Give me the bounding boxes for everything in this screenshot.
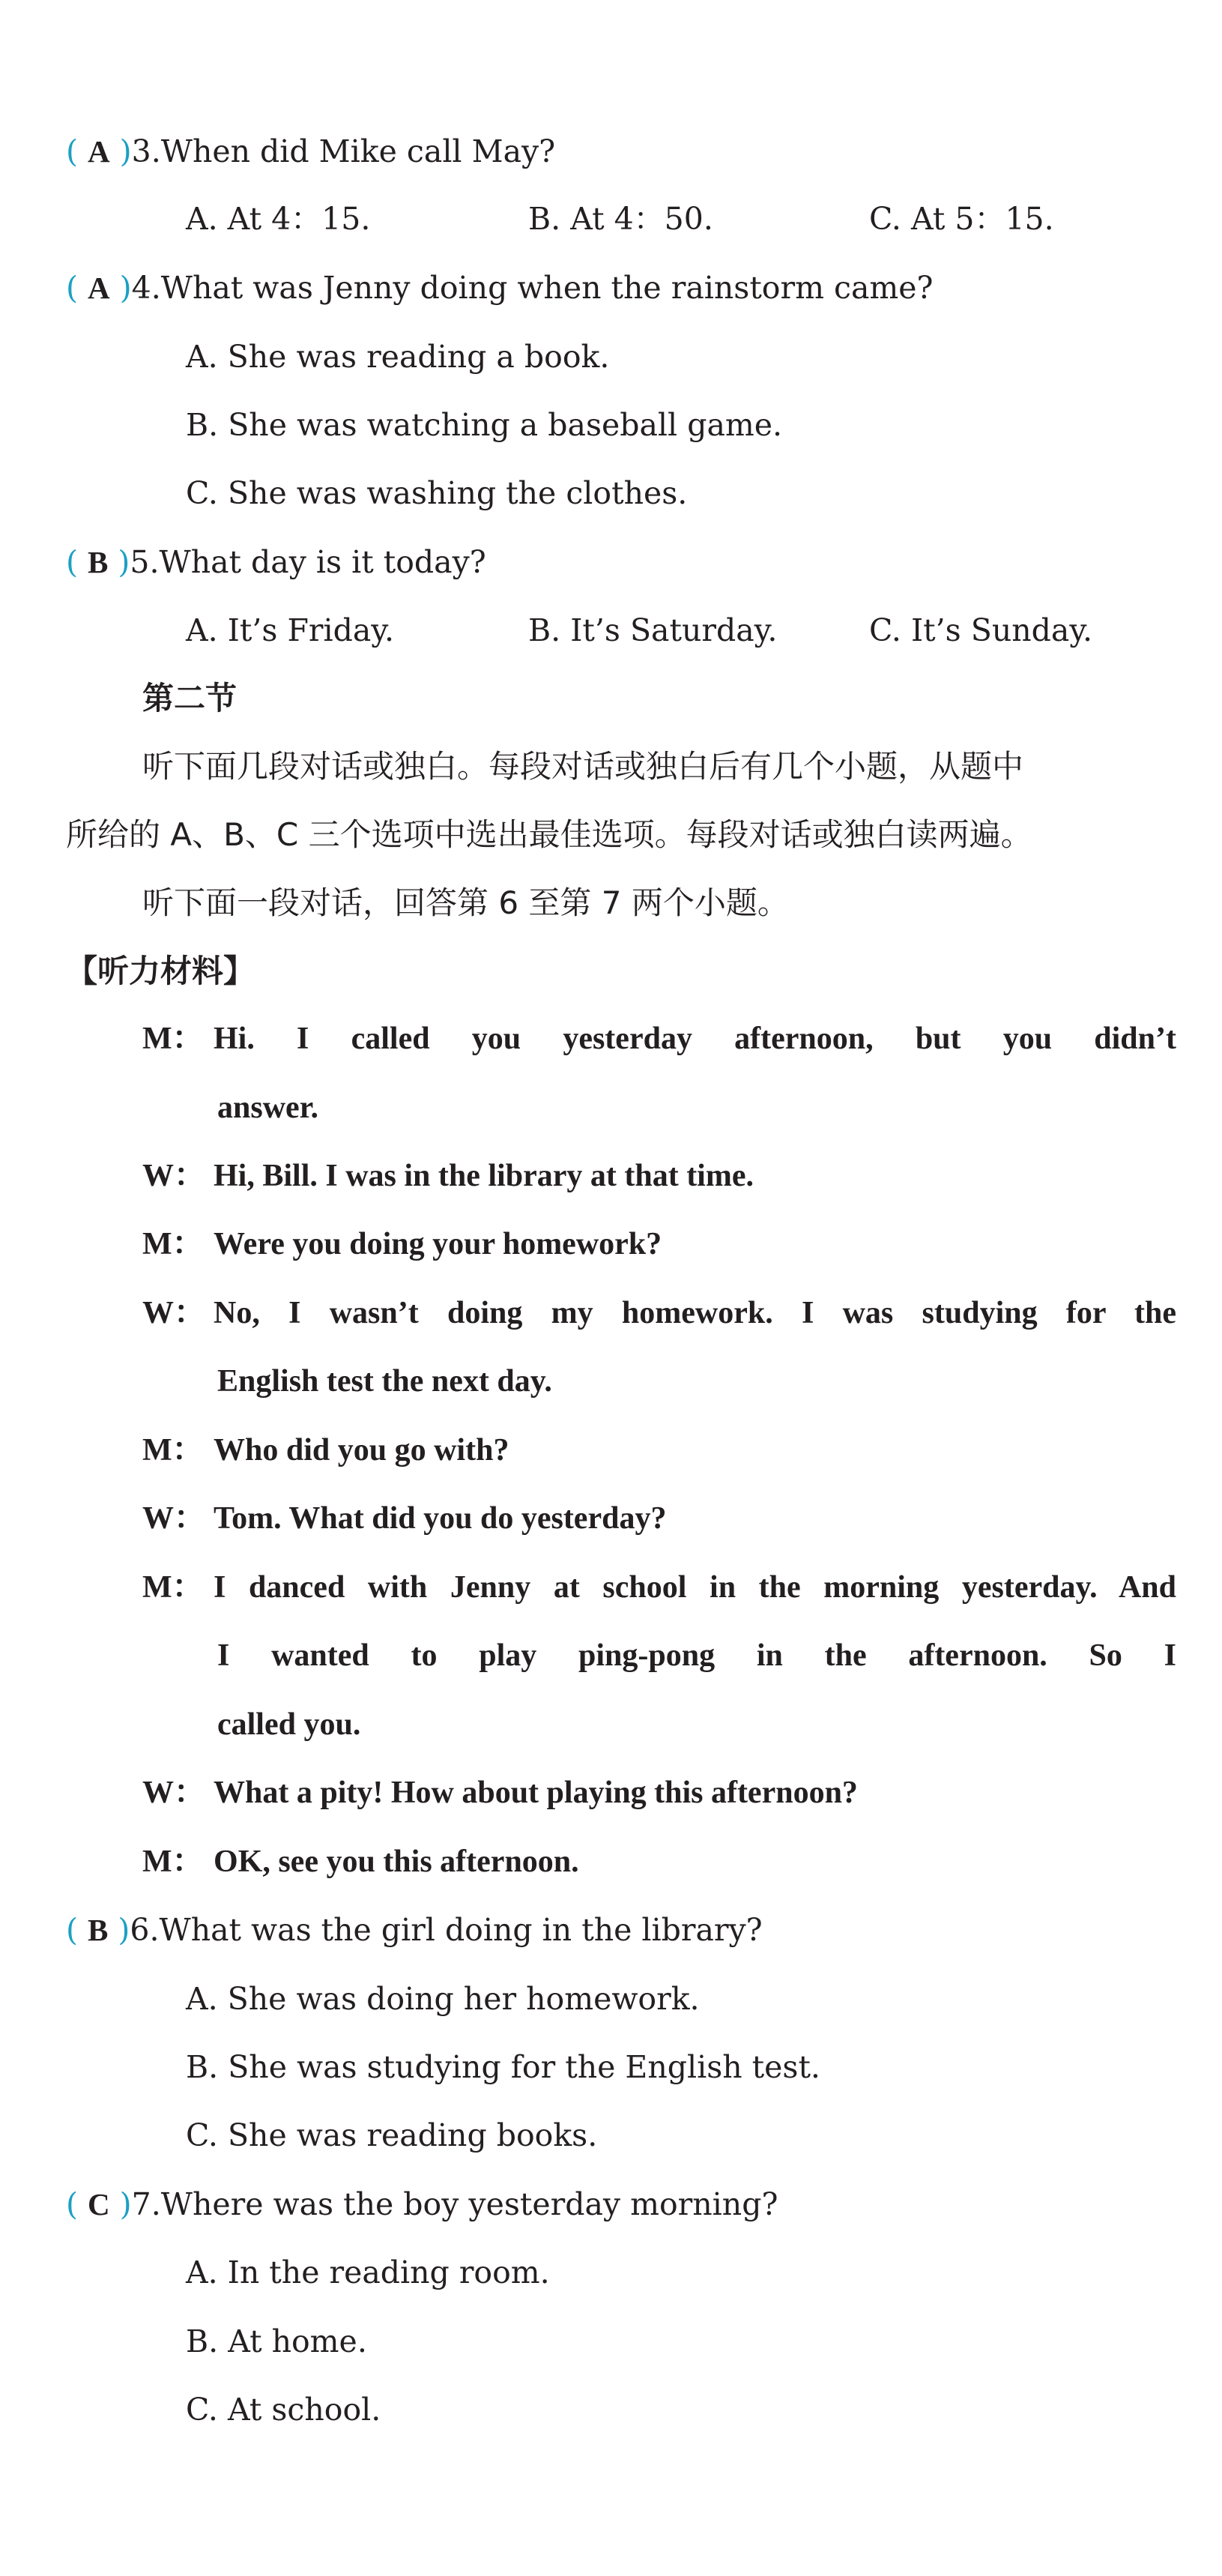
dialogue-line: Hi. I called you yesterday afternoon, but you didn’t xyxy=(214,1022,1176,1056)
dialogue-turn-7-cont xyxy=(0,1636,1222,1705)
dialogue-line: English test the next day. xyxy=(217,1364,552,1399)
dialogue-line: What a pity! How about playing this afternoon? xyxy=(214,1776,858,1810)
dialogue-line: answer. xyxy=(217,1091,318,1125)
answer-letter: A xyxy=(88,134,110,169)
dialogue-turn-7-cont xyxy=(0,1705,1222,1774)
listening-material-label: 【听力材料】 xyxy=(66,953,255,989)
option-c: C. At school. xyxy=(186,2392,381,2428)
dialogue-turn-7 xyxy=(0,1568,1222,1637)
question-6 xyxy=(66,1910,763,1949)
dialogue-turn-1 xyxy=(0,1019,1222,1088)
option-b: B. It’s Saturday. xyxy=(528,612,778,648)
question-number: 3. xyxy=(131,133,161,169)
speaker-label: W： xyxy=(142,1159,206,1193)
speaker-label: M： xyxy=(142,1844,204,1879)
answer-letter: B xyxy=(88,545,109,579)
option-c: C. She was washing the clothes. xyxy=(186,475,688,511)
section-instruction-line1: 听下面几段对话或独白。每段对话或独白后有几个小题，从题中 xyxy=(142,748,1024,785)
dialogue-turn-3 xyxy=(0,1225,1222,1294)
dialogue-line: No, I wasn’t doing my homework. I was studying for the xyxy=(214,1296,1176,1330)
option-c: C. At 5：15. xyxy=(869,201,1054,237)
answer-bracket-open: ( xyxy=(66,544,88,580)
option-a: A. In the reading room. xyxy=(186,2254,550,2290)
section-title: 第二节 xyxy=(142,680,238,717)
speaker-label: M： xyxy=(142,1022,204,1056)
answer-bracket-close: ) xyxy=(108,1912,130,1948)
option-b: B. She was watching a baseball game. xyxy=(186,407,783,443)
answer-bracket-close: ) xyxy=(109,2186,132,2222)
dialogue-line: Hi, Bill. I was in the library at that time. xyxy=(214,1159,754,1193)
answer-letter: B xyxy=(88,1913,109,1947)
dialogue-turn-2 xyxy=(0,1156,1222,1225)
answer-letter: C xyxy=(88,2187,110,2221)
dialogue-turn-5 xyxy=(0,1431,1222,1500)
question-7 xyxy=(66,2185,778,2224)
question-text: What day is it today? xyxy=(159,544,486,580)
speaker-label: M： xyxy=(142,1433,204,1468)
option-a: A. At 4：15. xyxy=(186,201,371,237)
question-number: 5. xyxy=(130,544,160,580)
answer-bracket-open: ( xyxy=(66,2186,88,2222)
dialogue-line: Who did you go with? xyxy=(214,1433,509,1468)
speaker-label: M： xyxy=(142,1227,204,1261)
question-text: What was the girl doing in the library? xyxy=(159,1912,763,1948)
dialogue-line: Tom. What did you do yesterday? xyxy=(214,1501,667,1536)
question-number: 7. xyxy=(131,2186,161,2222)
dialogue-turn-4 xyxy=(0,1294,1222,1363)
option-b: B. At home. xyxy=(186,2323,367,2359)
option-b: B. At 4：50. xyxy=(528,201,713,237)
option-c: C. It’s Sunday. xyxy=(869,612,1093,648)
option-a: A. She was doing her homework. xyxy=(186,1981,700,2017)
question-number: 4. xyxy=(131,270,161,306)
option-a: A. It’s Friday. xyxy=(186,612,395,648)
dialogue-line: called you. xyxy=(217,1707,361,1742)
speaker-label: M： xyxy=(142,1570,204,1605)
question-text: What was Jenny doing when the rainstorm came? xyxy=(160,270,934,306)
dialogue-turn-8 xyxy=(0,1773,1222,1842)
dialogue-turn-6 xyxy=(0,1499,1222,1568)
answer-bracket-open: ( xyxy=(66,133,88,169)
answer-bracket-close: ) xyxy=(109,133,132,169)
option-c: C. She was reading books. xyxy=(186,2117,598,2153)
question-text: When did Mike call May? xyxy=(160,133,556,169)
answer-bracket-open: ( xyxy=(66,270,88,306)
question-5 xyxy=(66,543,486,582)
dialogue-turn-4-cont xyxy=(0,1362,1222,1431)
speaker-label: W： xyxy=(142,1296,206,1330)
dialogue-turn-9 xyxy=(0,1842,1222,1911)
speaker-label: W： xyxy=(142,1776,206,1810)
question-text: Where was the boy yesterday morning? xyxy=(160,2186,778,2222)
option-a: A. She was reading a book. xyxy=(186,339,610,375)
dialogue-line: Were you doing your homework? xyxy=(214,1227,662,1261)
question-number: 6. xyxy=(130,1912,160,1948)
dialogue-line: I wanted to play ping-pong in the afternoon. So I xyxy=(217,1638,1176,1673)
answer-bracket-open: ( xyxy=(66,1912,88,1948)
dialog-instruction: 听下面一段对话，回答第 6 至第 7 两个小题。 xyxy=(142,884,789,921)
answer-bracket-close: ) xyxy=(109,270,132,306)
answer-bracket-close: ) xyxy=(108,544,130,580)
dialogue-line: OK, see you this afternoon. xyxy=(214,1844,579,1879)
option-b: B. She was studying for the English test. xyxy=(186,2049,820,2085)
dialogue-turn-1-cont xyxy=(0,1088,1222,1157)
answer-letter: A xyxy=(88,271,110,305)
speaker-label: W： xyxy=(142,1501,206,1536)
question-4 xyxy=(66,268,934,307)
section-instruction-line2: 所给的 A、B、C 三个选项中选出最佳选项。每段对话或独白读两遍。 xyxy=(66,816,1032,853)
dialogue-line: I danced with Jenny at school in the morning yesterday. And xyxy=(214,1570,1176,1605)
question-3 xyxy=(66,132,555,171)
